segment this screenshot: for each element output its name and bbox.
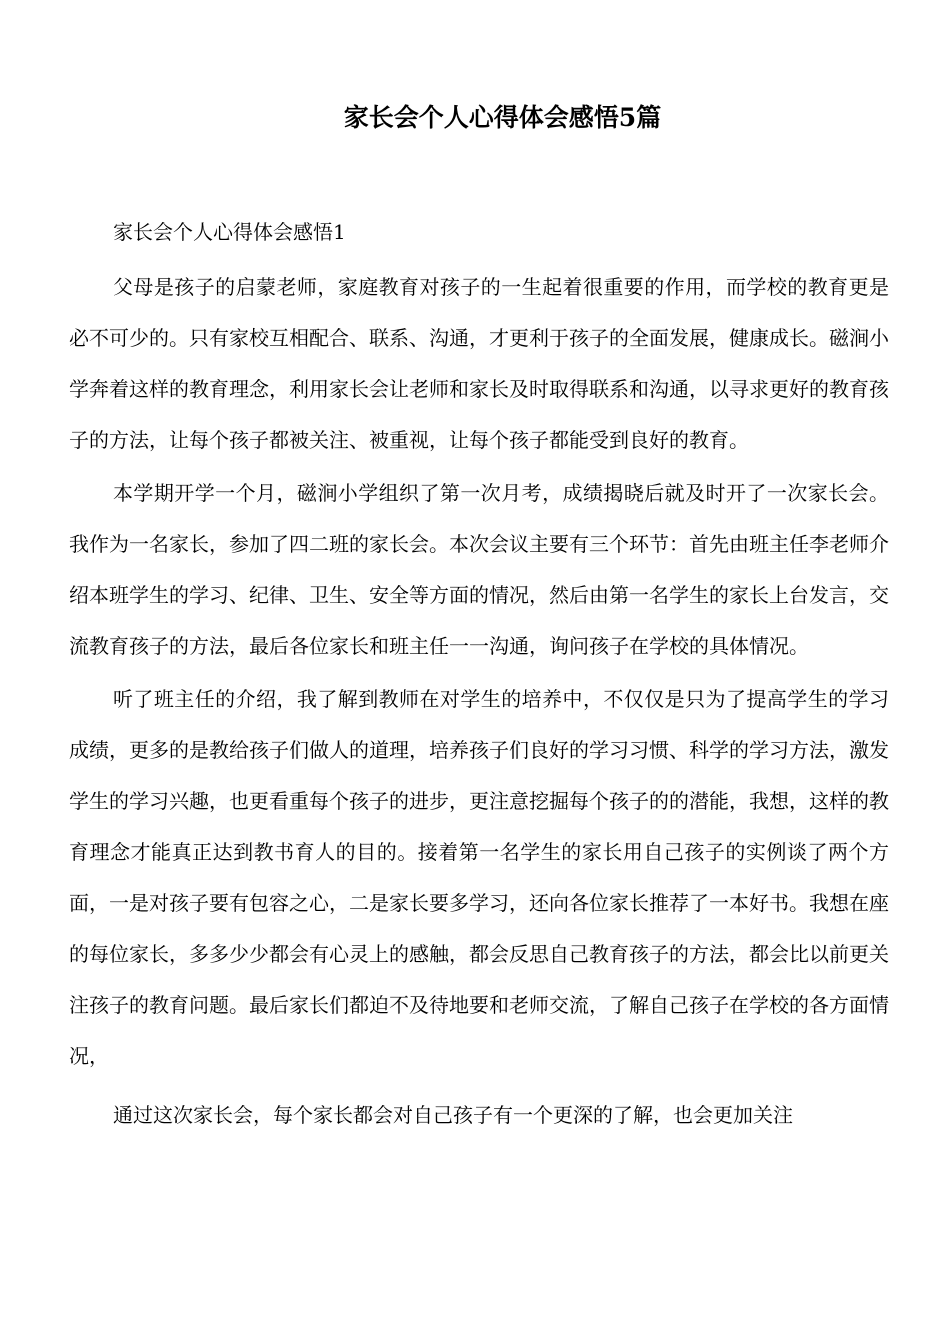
paragraph: 通过这次家长会，每个家长都会对自己孩子有一个更深的了解，也会更加关注 (113, 1103, 793, 1127)
paragraph: 本学期开学一个月，磁涧小学组织了第一次月考，成绩揭晓后就及时开了一次家长会。我作为一名家长，参加了四二班的家长会。本次会议主要有三个环节：首先由班主任李老师介绍本班学生的学习、纪律、卫生、安全等方面的情况，然后由第一名学生的家长上台发言，交流教育孩子的方法，最后各位家长和班主任一一沟通，询问孩子在学校的具体情况。 (69, 481, 889, 658)
document-body (69, 262, 889, 1141)
paragraph: 父母是孩子的启蒙老师，家庭教育对孩子的一生起着很重要的作用，而学校的教育更是必不可少的。只有家校互相配合、联系、沟通，才更利于孩子的全面发展，健康成长。磁涧小学奔着这样的教育理念，利用家长会让老师和家长及时取得联系和沟通，以寻求更好的教育孩子的方法，让每个孩子都被关注、被重视，让每个孩子都能受到良好的教育。 (69, 275, 889, 452)
section-heading: 家长会个人心得体会感悟1 (113, 220, 346, 244)
document-title-container (0, 98, 950, 138)
paragraph: 听了班主任的介绍，我了解到教师在对学生的培养中，不仅仅是只为了提高学生的学习成绩，更多的是教给孩子们做人的道理，培养孩子们良好的学习习惯、科学的学习方法，激发学生的学习兴趣，也更看重每个孩子的进步，更注意挖掘每个孩子的的潜能，我想，这样的教育理念才能真正达到教书育人的目的。接着第一名学生的家长用自己孩子的实例谈了两个方面，一是对孩子要有包容之心，二是家长要多学习，还向各位家长推荐了一本好书。我想在座的每位家长，多多少少都会有心灵上的感触，都会反思自己教育孩子的方法，都会比以前更关注孩子的教育问题。最后家长们都迫不及待地要和老师交流，了解自己孩子在学校的各方面情况， (69, 687, 889, 1068)
document-title: 家长会个人心得体会感悟5篇 (343, 103, 662, 132)
